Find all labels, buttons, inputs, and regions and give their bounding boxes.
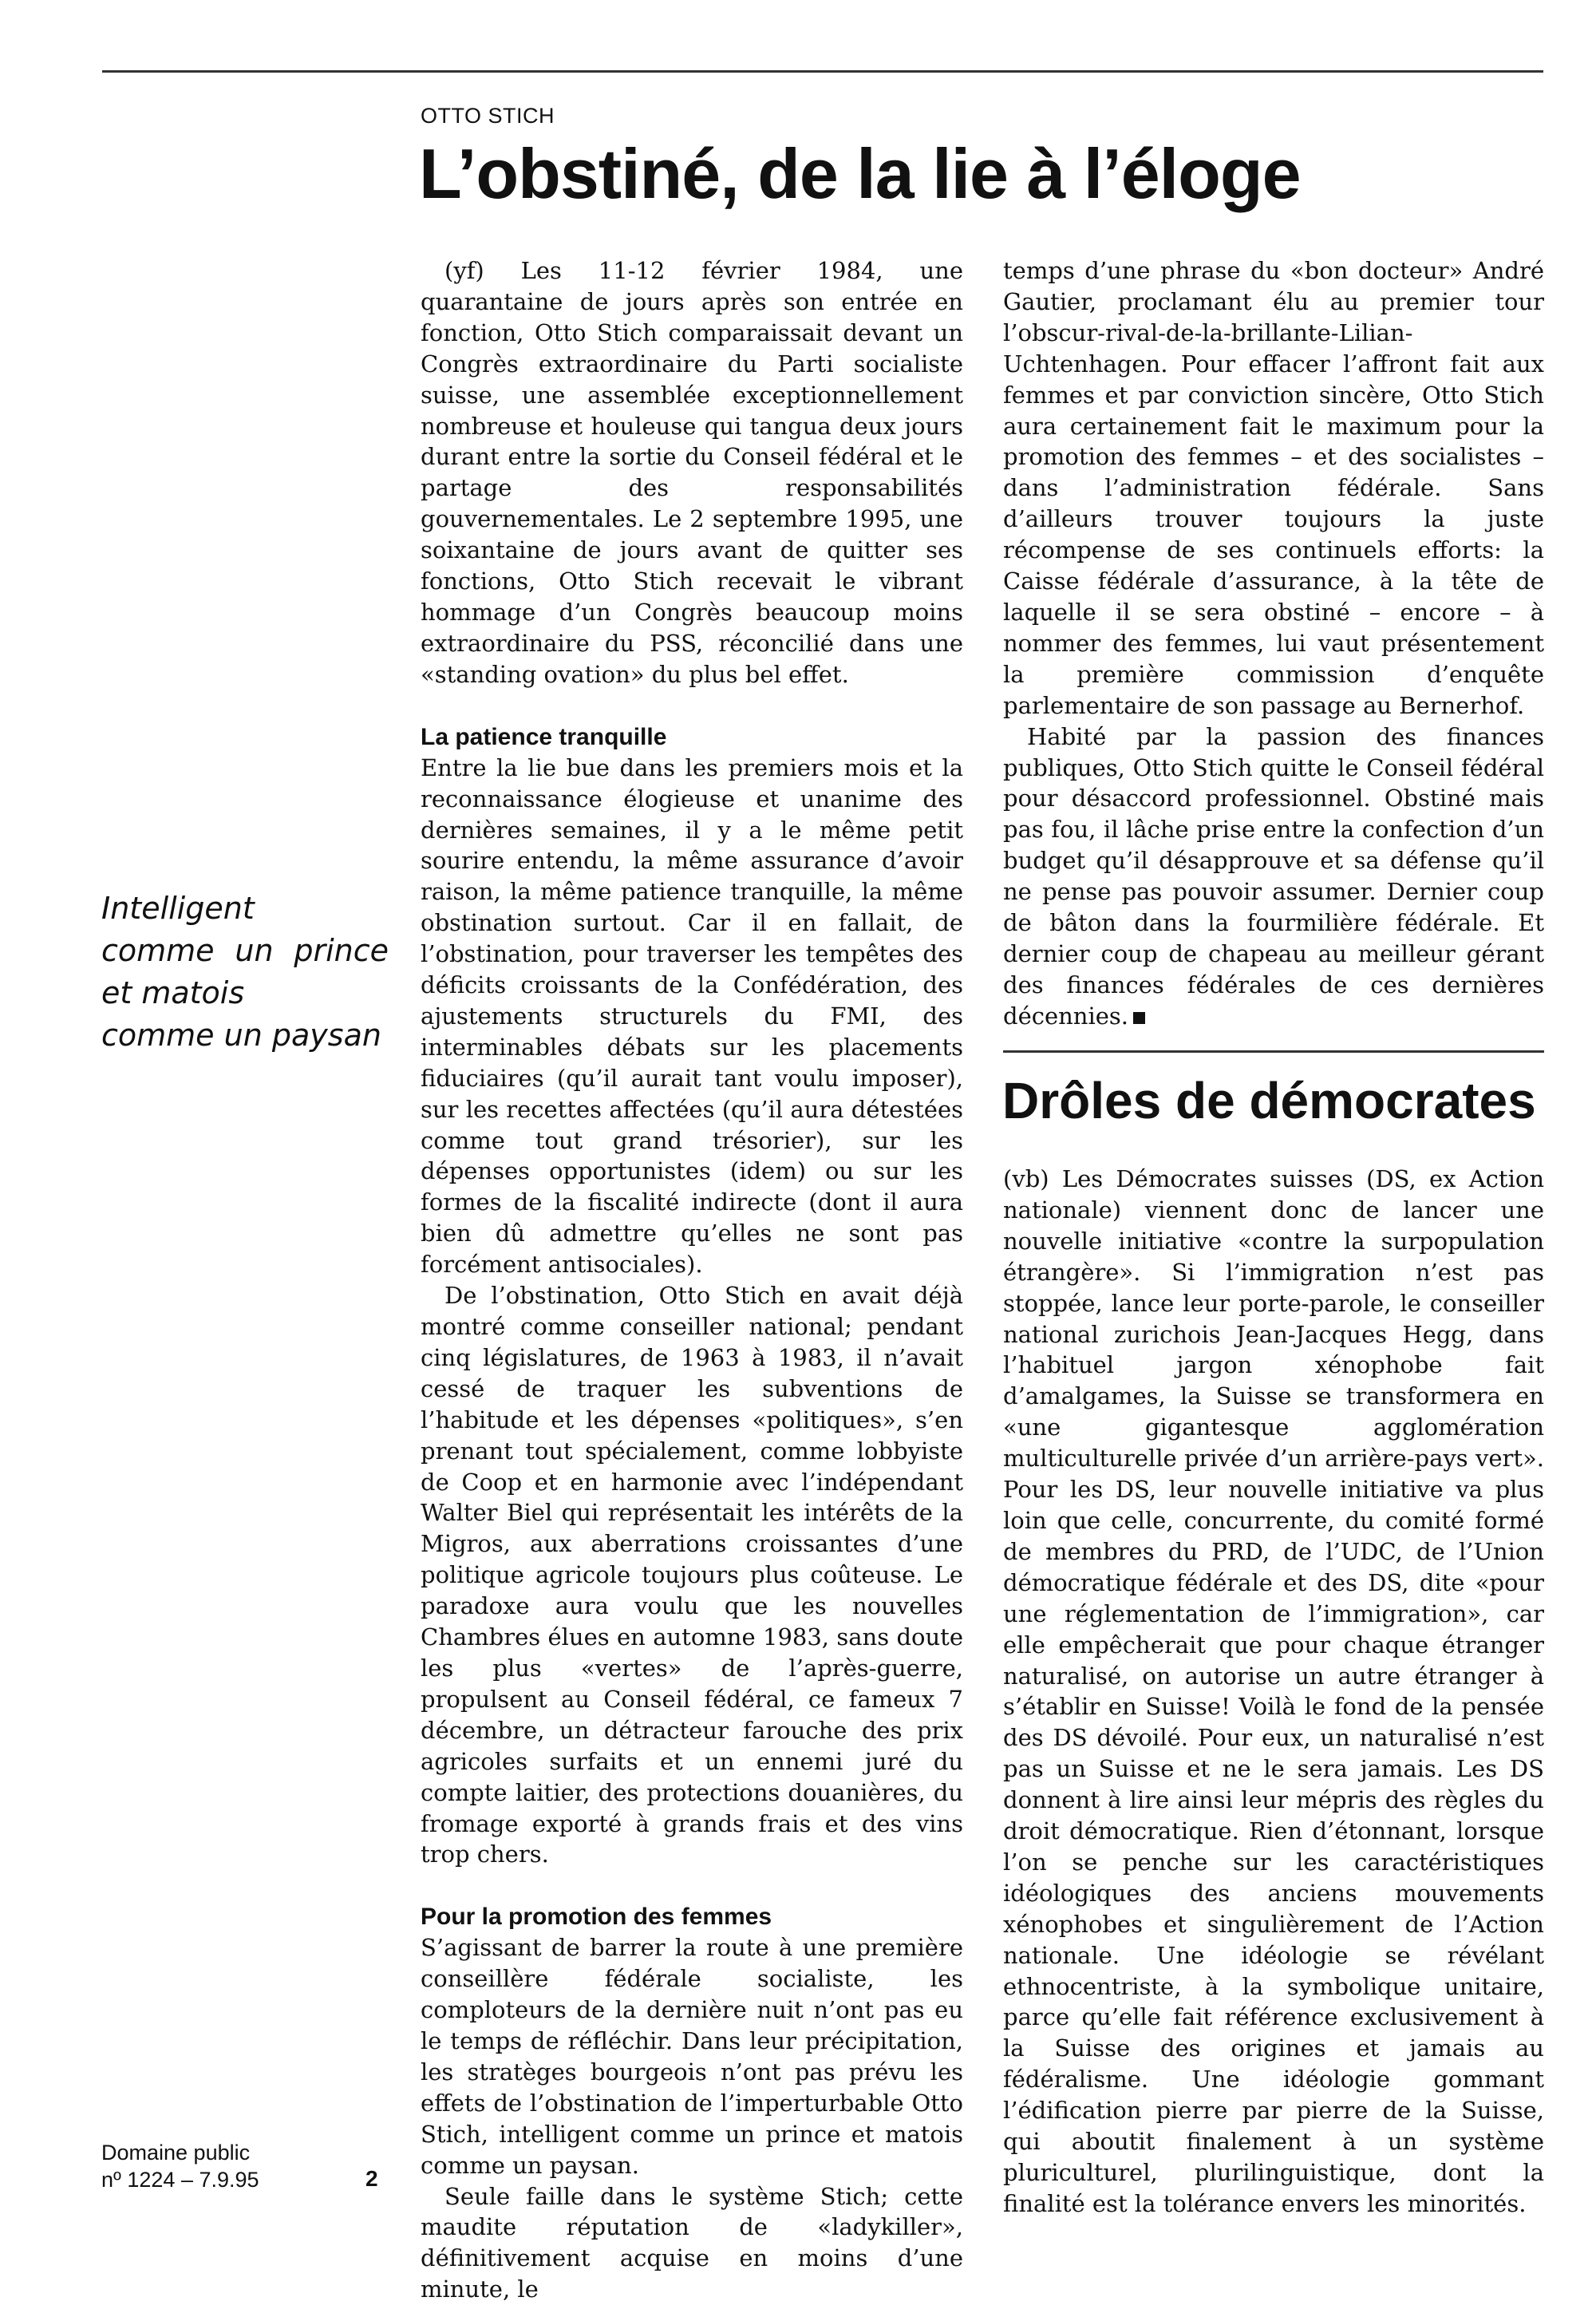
- pull-quote: [101, 888, 389, 1057]
- pull-quote-line: comme un prince: [101, 933, 389, 968]
- paragraph: Seule faille dans le système Stich; cette maudite réputation de «ladykiller», définitivement acquise en moins d’une minute, le: [421, 2182, 963, 2303]
- issue-info: nº 1224 – 7.9.95: [101, 2168, 259, 2192]
- paragraph: (yf) Les 11-12 février 1984, une quarantaine de jours après son entrée en fonction, Otto Stich comparaissait devant un Congrès extraordinaire du Parti socialiste suisse, une assemblée exceptionnellement nombreuse et houleuse qui tangua deux jours durant entre la sortie du Conseil fédéral et le partage des responsabilités gouvernementales. Le 2 septembre 1995, une soixantaine de jours avant de quitter ses fonctions, Otto Stich recevait le vibrant hommage d’un Congrès beaucoup moins extraordinaire du PSS, réconcilié dans une «standing ovation» du plus bel effet.: [421, 257, 963, 688]
- page-number: 2: [365, 2166, 378, 2191]
- subheading: La patience tranquille: [421, 723, 667, 750]
- article-headline: L’obstiné, de la lie à l’éloge: [419, 134, 1301, 213]
- article-column-1: [421, 255, 963, 2305]
- paragraph: Entre la lie bue dans les premiers mois et la reconnaissance élogieuse et unanime des dernières semaines, il y a le même petit sourire entendu, la même assurance d’avoir raison, la même patience tranquille, la même obstination surtout. Car il en fallait, de l’obstination, pour traverser les tempêtes des déficits croissants de la Confédération, des ajustements structurels du FMI, des interminables débats sur les placements fiduciaires (qu’il aurait tant voulu imposer), sur les recettes affectées (qu’il aura détestées comme tout grand trésorier), sur les dépenses opportunistes (idem) ou sur les formes de la fiscalité indirecte (dont il aura bien dû admettre qu’elles ne sont pas forcément antisociales).: [421, 753, 963, 1279]
- article-2-column: [1003, 1164, 1544, 2220]
- paragraph: (vb) Les Démocrates suisses (DS, ex Action nationale) viennent donc de lancer une nouvelle initiative «contre la surpopulation étrangère». Si l’immigration n’est pas stoppée, lance leur porte-parole, le conseiller national zurichois Jean-Jacques Hegg, dans l’habituel jargon xénophobe fait d’amalgames, la Suisse se transformera en «une gigantesque agglomération multiculturelle privée d’un arrière-pays vert». Pour les DS, leur nouvelle initiative va plus loin que celle, concurrente, du comité formé de membres du PRD, de l’UDC, de l’Union démocratique fédérale et des DS, dite «pour une réglementation de l’immigration», car elle empêcherait que pour chaque étranger naturalisé, on autorise un autre étranger à s’établir en Suisse! Voilà le fond de la pensée des DS dévoilé. Pour eux, un naturalisé n’est pas un Suisse et ne le sera jamais. Les DS donnent à lire ainsi leur mépris des règles du droit démocratique. Rien d’étonnant, lorsque l’on se penche sur les caractéristiques idéologiques des anciens mouvements xénophobes et singulièrement de l’Action nationale. Une idéologie se révélant ethnocentriste, à la symbolique unitaire, parce qu’elle fait référence exclusivement à la Suisse des origines et jamais au fédéralisme. Une idéologie gommant l’édification pierre par pierre de la Suisse, qui aboutit finalement à un système pluriculturel, plurilinguistique, dont la finalité est la tolérance envers les minorités.: [1003, 1165, 1544, 2217]
- paragraph: De l’obstination, Otto Stich en avait déjà montré comme conseiller national; pendant cinq législatures, de 1963 à 1983, il n’avait cessé de traquer les subventions de l’habitude et les dépenses «politiques», s’en prenant tout spécialement, comme lobbyiste de Coop et en harmonie avec l’indépendant Walter Biel qui représentait les intérêts de la Migros, aux aberrations croissantes d’une politique agricole toujours plus coûteuse. Le paradoxe aura voulu que les nouvelles Chambres élues en automne 1983, sans doute les plus «vertes» de l’après-guerre, propulsent au Conseil fédéral, ce fameux 7 décembre, un détracteur farouche des prix agricoles surfaits et un ennemi juré du compte laitier, des protections douanières, du fromage exporté à grands frais et des vins trop chers.: [421, 1282, 963, 1868]
- article-kicker: OTTO STICH: [421, 104, 555, 128]
- pull-quote-line: comme un paysan: [101, 1018, 381, 1053]
- subheading: Pour la promotion des femmes: [421, 1904, 772, 1931]
- pull-quote-line: et matois: [101, 975, 245, 1010]
- article-separator-rule: [1003, 1050, 1544, 1053]
- paragraph: S’agissant de barrer la route à une première conseillère fédérale socialiste, les comploteurs de la dernière nuit n’ont pas eu le temps de réfléchir. Dans leur précipitation, les stratèges bourgeois n’ont pas prévu les effets de l’obstination de l’imperturbable Otto Stich, intelligent comme un prince et matois comme un paysan.: [421, 1934, 963, 2179]
- top-rule: [102, 70, 1543, 73]
- article-column-2: [1003, 255, 1544, 1032]
- paragraph-text: Habité par la passion des finances publiques, Otto Stich quitte le Conseil fédéral pour désaccord professionnel. Obstiné mais pas fou, il lâche prise entre la confection d’un budget qu’il désapprouve et sa défense qu’il ne pense pas pouvoir assumer. Dernier coup de bâton dans la fourmilière fédérale. Et dernier coup de chapeau au meilleur gérant des finances fédérales de ces dernières décennies.: [1003, 722, 1544, 1030]
- publication-name: Domaine public: [101, 2141, 251, 2165]
- paragraph: [1003, 722, 1544, 1032]
- page-footer: [101, 2139, 259, 2193]
- article-2-headline: Drôles de démocrates: [1002, 1072, 1536, 1129]
- pull-quote-line: Intelligent: [101, 891, 255, 926]
- end-of-article-icon: [1133, 1012, 1145, 1024]
- paragraph: temps d’une phrase du «bon docteur» André Gautier, proclamant élu au premier tour l’obscur-rival-de-la-brillante-Lilian-Uchtenhagen. Pour effacer l’affront fait aux femmes et par conviction sincère, Otto Stich aura certainement fait le maximum pour la promotion des femmes – et des socialistes – dans l’administration fédérale. Sans d’ailleurs trouver toujours la juste récompense de ses continuels efforts: la Caisse fédérale d’assurance, à la tête de laquelle il se sera obstiné – encore – à nommer des femmes, lui vaut présentement la première commission d’enquête parlementaire de son passage au Bernerhof.: [1003, 257, 1544, 719]
